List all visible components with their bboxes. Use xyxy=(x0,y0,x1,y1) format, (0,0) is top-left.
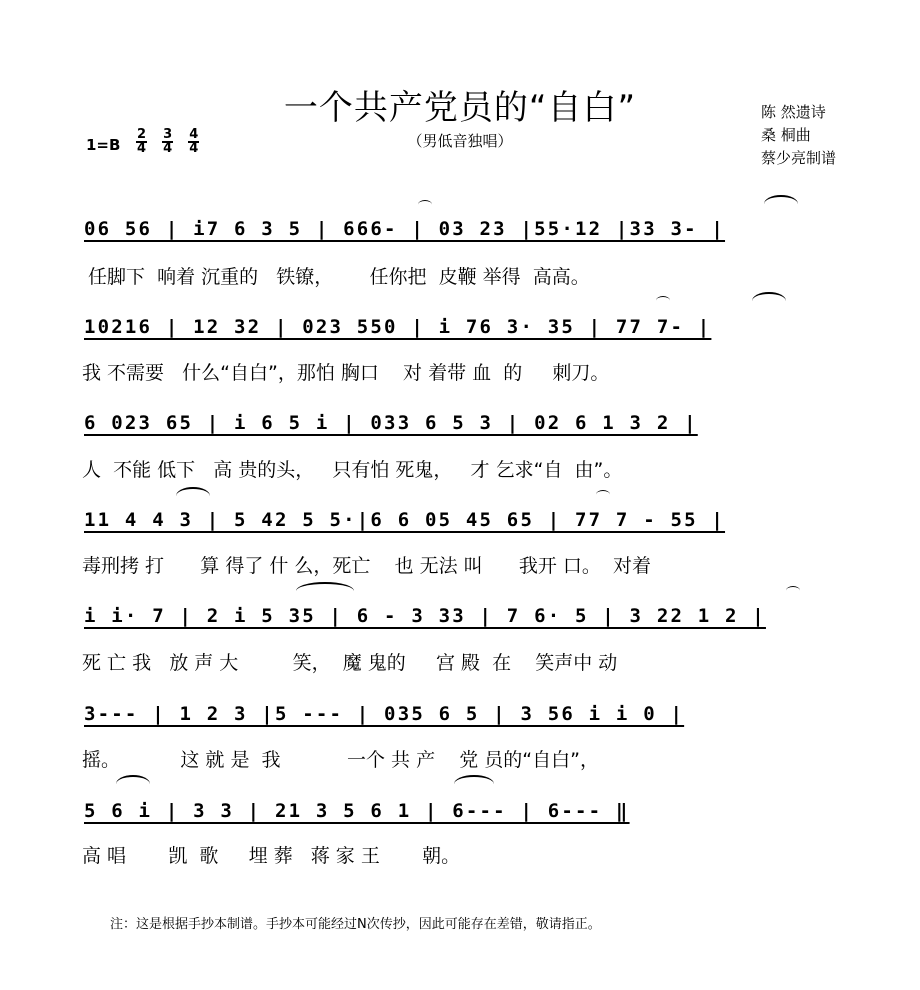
footnote: 注：这是根据手抄本制谱。手抄本可能经过N次传抄，因此可能存在差错，敬请指正。 xyxy=(110,917,601,932)
credit-poet: 陈 然遗诗 xyxy=(761,103,826,121)
score-row-2-notes: 10216 | 12 32 | 023 550 | i 76 3· 35 | 77 7- | xyxy=(84,316,712,338)
score-row-1-lyrics: 任脚下 响着 沉重的 铁镣， 任你把 皮鞭 举得 高高。 xyxy=(82,266,590,288)
time-signatures xyxy=(136,129,209,156)
fermata-mark xyxy=(596,490,610,499)
score-row-2-lyrics: 我 不需要 什么“自白”，那怕 胸口 对 着带 血 的 刺刀。 xyxy=(82,362,610,384)
score-row-3-notes: 6 023 65 | i 6 5 i | 033 6 5 3 | 02 6 1 3 2 | xyxy=(84,412,698,434)
slur-mark xyxy=(176,487,210,505)
score-row-6-lyrics: 摇。 这 就 是 我 一个 共 产 党 员的“自白”， xyxy=(82,749,599,771)
score-row-5-notes: i i· 7 | 2 i 5 35 | 6 - 3 33 | 7 6· 5 | 3 22 1 2 | xyxy=(84,605,766,627)
time-signature-3-4: $\frac{3}{4}$ xyxy=(163,127,173,156)
song-subtitle: （男低音独唱） xyxy=(407,132,513,150)
fermata-mark xyxy=(656,296,670,305)
slur-mark xyxy=(116,775,150,793)
score-row-5-lyrics: 死 亡 我 放 声 大 笑， 魔 鬼的 宫 殿 在 笑声中 动 xyxy=(82,652,618,674)
fermata-mark xyxy=(418,200,432,209)
key-signature: 1=B xyxy=(86,136,121,154)
score-row-3-lyrics: 人 不能 低下 高 贵的头， 只有怕 死鬼， 才 乞求“自 由”。 xyxy=(82,459,623,481)
score-row-7-notes: 5 6 i | 3 3 | 21 3 5 6 1 | 6--- | 6--- ‖ xyxy=(84,800,630,822)
slur-mark xyxy=(454,775,494,793)
slur-mark xyxy=(296,582,354,600)
score-row-7-lyrics: 高 唱 凯 歌 埋 葬 蒋 家 王 朝。 xyxy=(82,845,461,867)
time-signature-4-4: $\frac{4}{4}$ xyxy=(189,127,199,156)
score-row-6-notes: 3--- | 1 2 3 |5 --- | 035 6 5 | 3 56 i i 0 | xyxy=(84,703,685,725)
score-row-1-notes: 06 56 | i7 6 3 5 | 666- | 03 23 |55·12 |33 3- | xyxy=(84,218,726,240)
time-signature-2-4: $\frac{2}{4}$ xyxy=(137,127,147,156)
slur-mark xyxy=(752,292,786,310)
credit-transcriber: 蔡少亮制谱 xyxy=(761,149,837,167)
credit-composer: 桑 桐曲 xyxy=(761,126,811,144)
fermata-mark xyxy=(786,586,800,595)
slur-mark xyxy=(764,195,798,213)
score-row-4-notes: 11 4 4 3 | 5 42 5 5·|6 6 05 45 65 | 77 7 - 55 | xyxy=(84,509,726,531)
score-row-4-lyrics: 毒刑拷 打 算 得了 什 么，死亡 也 无法 叫 我开 口。 对着 xyxy=(82,555,651,577)
song-title: 一个共产党员的“自白” xyxy=(283,88,637,128)
